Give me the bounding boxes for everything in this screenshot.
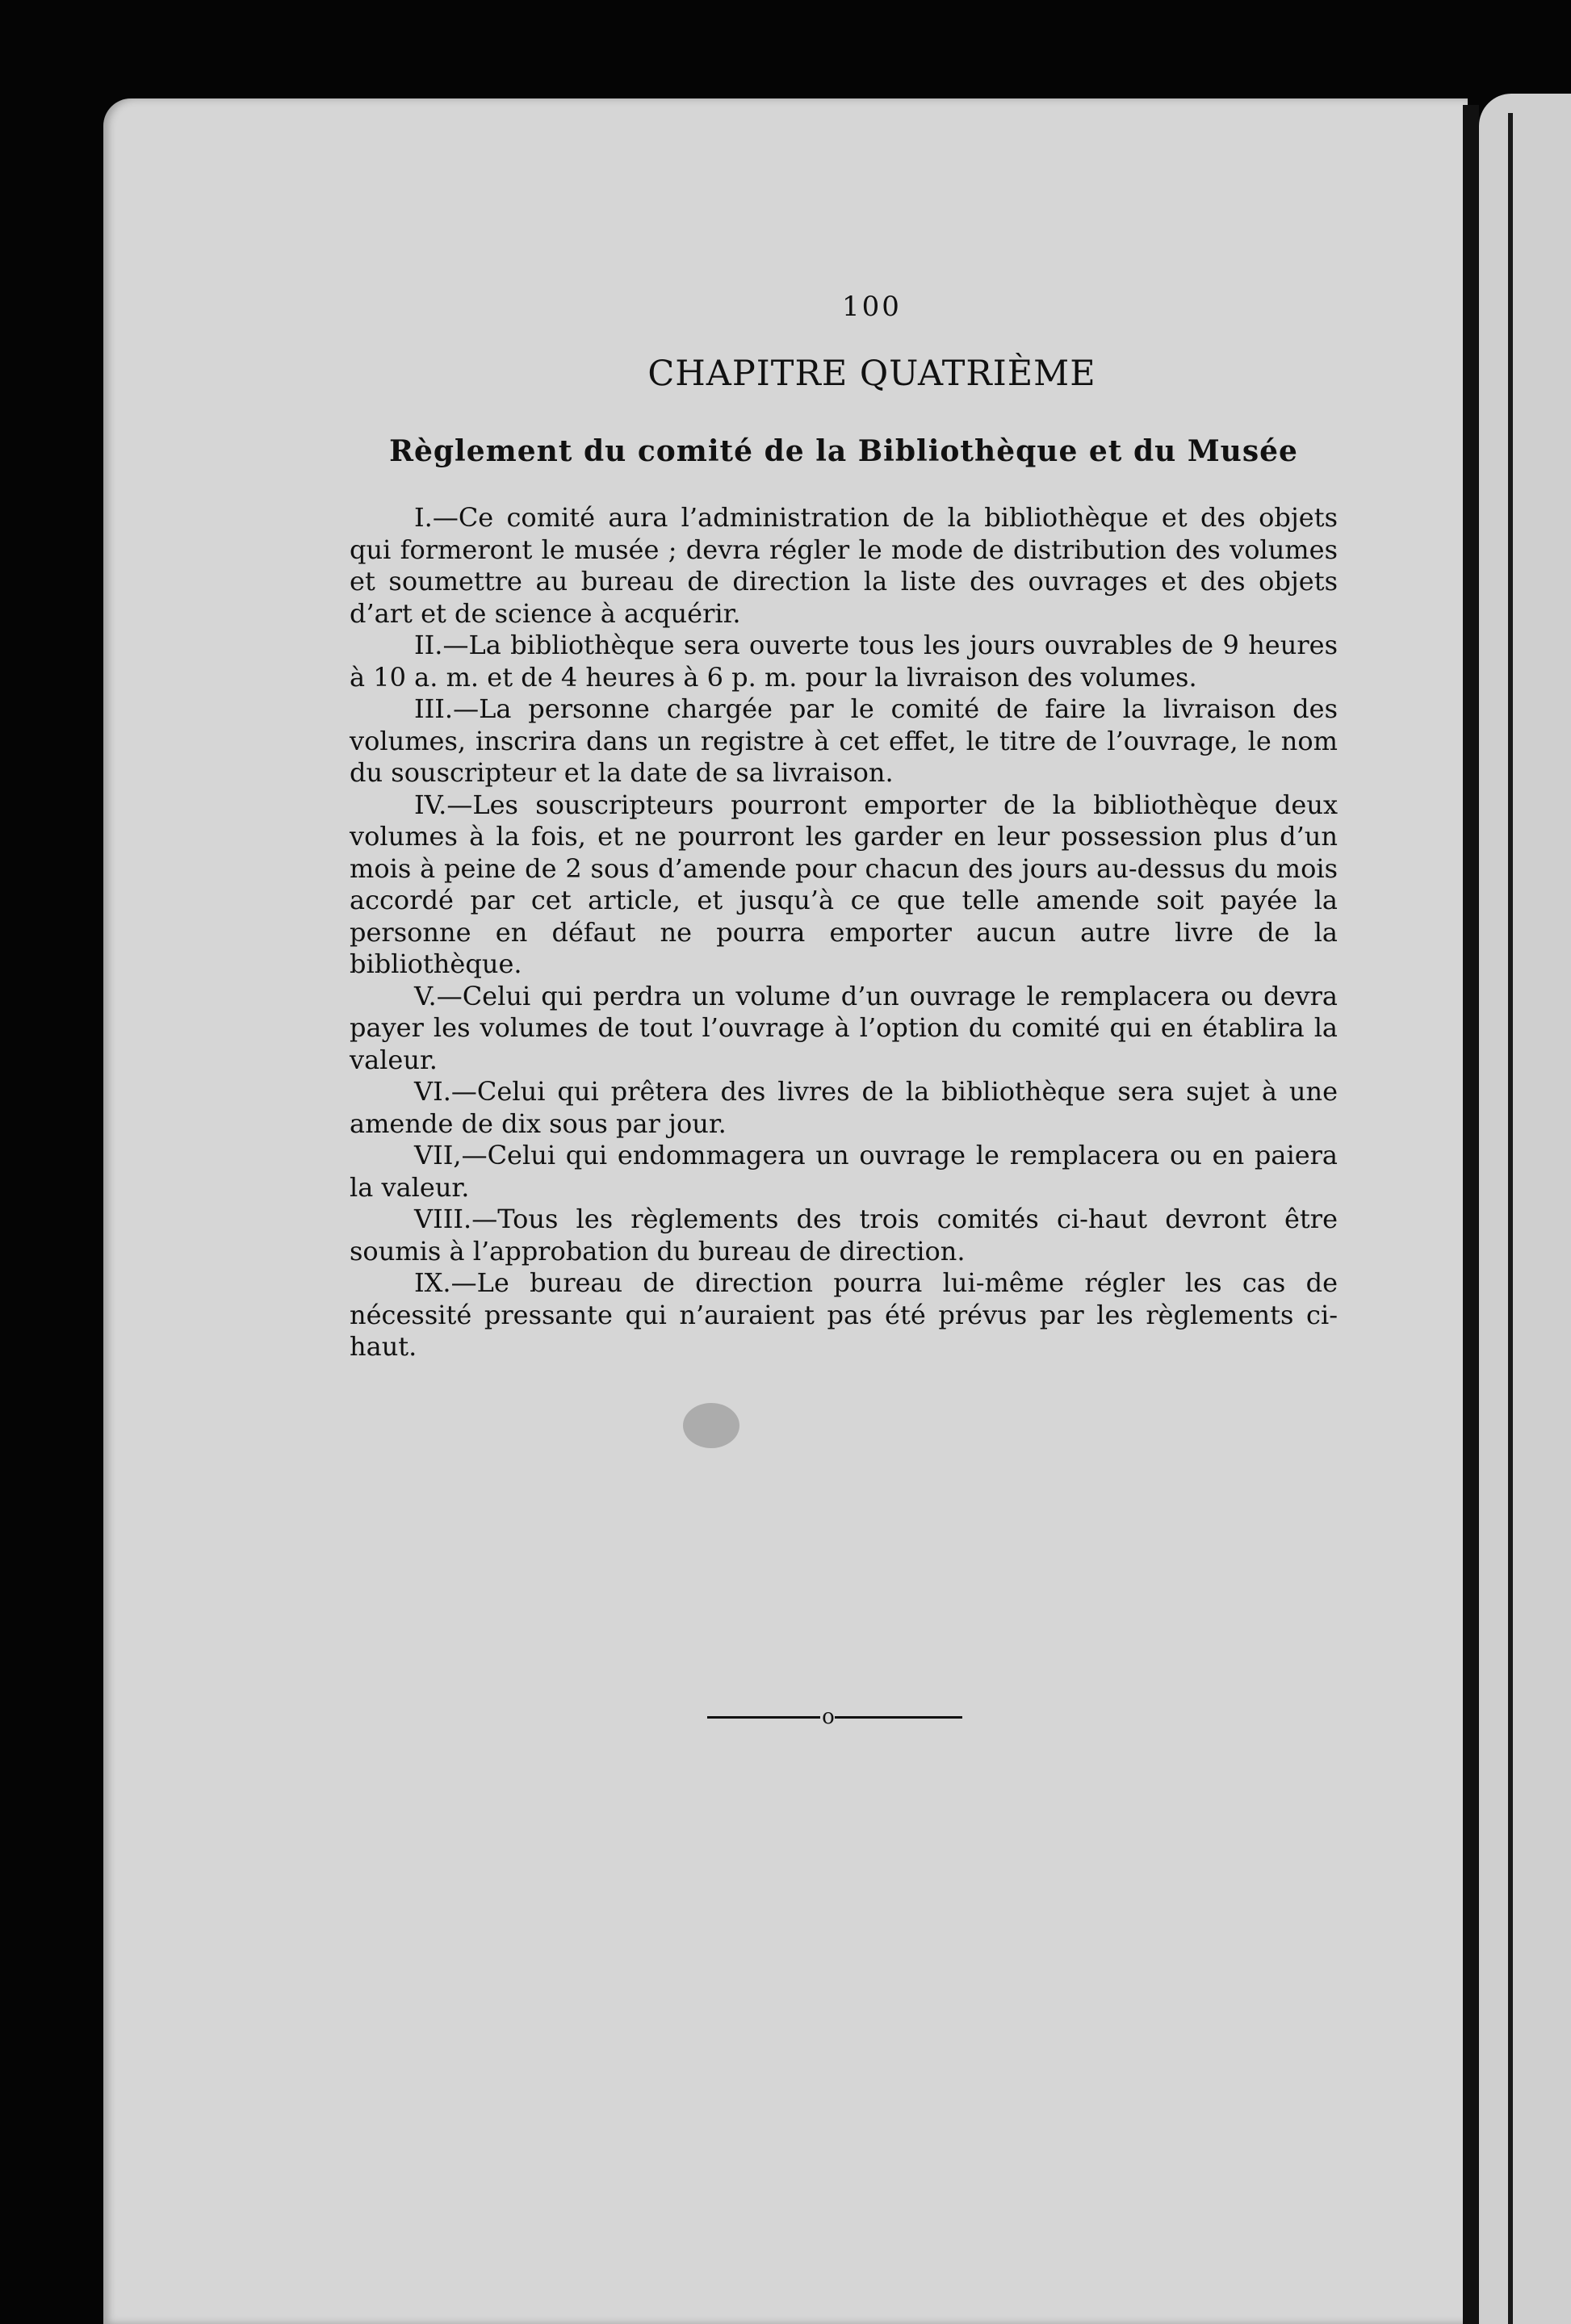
page-content xyxy=(350,291,1338,1363)
adjacent-page-edge xyxy=(1479,94,1571,2324)
article-list xyxy=(350,502,1338,1363)
adjacent-page-border xyxy=(1508,113,1513,2324)
divider-line-right xyxy=(835,1716,962,1719)
article-6: VI.—Celui qui prêtera des livres de la bibliothèque sera sujet à une amende de dix sous par jour. xyxy=(350,1076,1338,1139)
ink-blot xyxy=(683,1403,739,1448)
page-gutter xyxy=(1463,105,1479,2324)
article-2: II.—La bibliothèque sera ouverte tous les jours ouvrables de 9 heures à 10 a. m. et de 4 heures à 6 p. m. pour la livraison des volumes. xyxy=(350,630,1338,693)
article-7: VII,—Celui qui endommagera un ouvrage le remplacera ou en paiera la valeur. xyxy=(350,1140,1338,1203)
section-title: Règlement du comité de la Bibliothèque et du Musée xyxy=(389,434,1298,468)
article-4: IV.—Les souscripteurs pourront emporter de la bibliothèque deux volumes à la fois, et ne pourront les garder en leur possession plus d’un mois à peine de 2 sous d’amende pour chacun des jours au-dessus du mois accordé par cet article, et jusqu’à ce que telle amende soit payée la personne en défaut ne pourra emporter aucun autre livre de la bibliothèque. xyxy=(350,789,1338,979)
end-divider xyxy=(707,1706,962,1727)
article-8: VIII.—Tous les règlements des trois comités ci-haut devront être soumis à l’approbation du bureau de direction. xyxy=(350,1204,1338,1267)
chapter-title: CHAPITRE QUATRIÈME xyxy=(647,354,1096,394)
article-5: V.—Celui qui perdra un volume d’un ouvrage le remplacera ou devra payer les volumes de tout l’ouvrage à l’option du comité qui en établira la valeur. xyxy=(350,980,1338,1075)
divider-mark: o xyxy=(822,1705,835,1729)
article-1: I.—Ce comité aura l’administration de la bibliothèque et des objets qui formeront le musée ; devra régler le mode de distribution des volumes et soumettre au bureau de direction la liste des ouvrages et des objets d’art et de science à acquérir. xyxy=(350,502,1338,629)
page-number: 100 xyxy=(842,291,902,323)
divider-line-left xyxy=(707,1716,820,1719)
article-3: III.—La personne chargée par le comité de faire la livraison des volumes, inscrira dans un registre à cet effet, le titre de l’ouvrage, le nom du souscripteur et la date de sa livraison. xyxy=(350,693,1338,788)
article-9: IX.—Le bureau de direction pourra lui-même régler les cas de nécessité pressante qui n’auraient pas été prévus par les règlements ci-haut. xyxy=(350,1267,1338,1362)
